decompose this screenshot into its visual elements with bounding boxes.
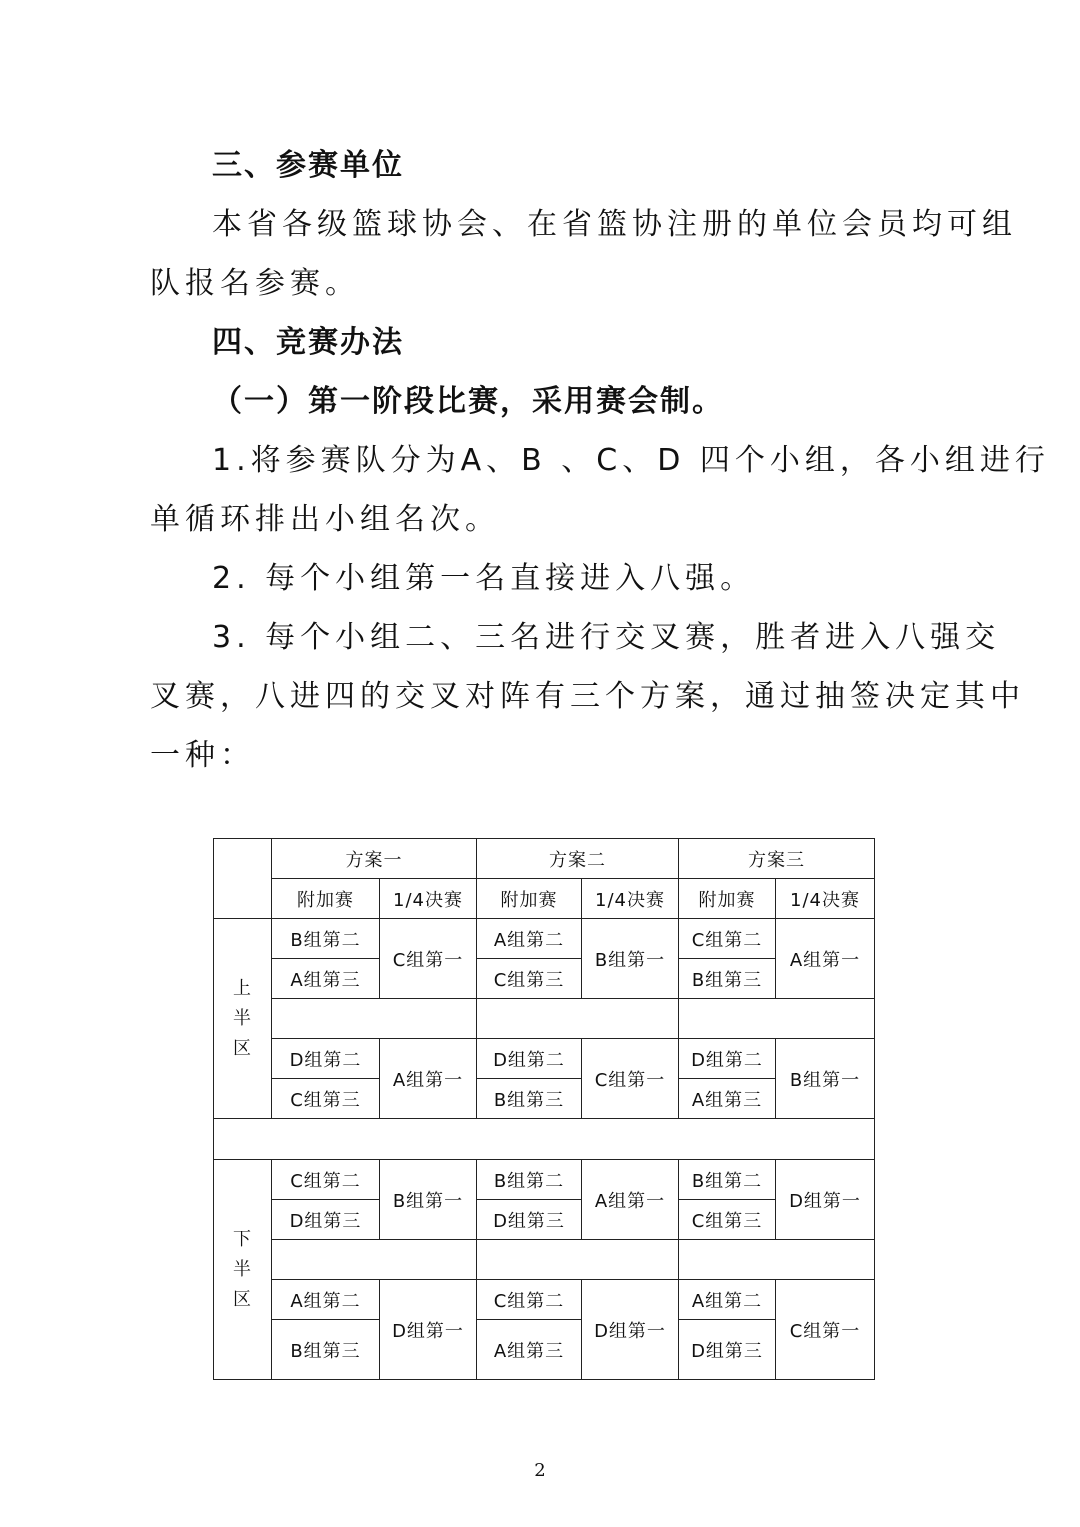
playoff-team: B组第三 bbox=[477, 1079, 582, 1119]
quarter-team: C组第一 bbox=[776, 1280, 875, 1380]
paragraph-participants-line1: 本省各级篮球协会、在省篮协注册的单位会员均可组 bbox=[212, 207, 1017, 242]
playoff-team: D组第三 bbox=[477, 1200, 582, 1240]
table-row bbox=[214, 919, 875, 959]
playoff-team: C组第二 bbox=[272, 1160, 380, 1200]
quarter-team: B组第一 bbox=[582, 919, 679, 999]
spacer-row bbox=[214, 999, 875, 1039]
plan-2-header: 方案二 bbox=[477, 839, 679, 879]
item3-line3: 一种： bbox=[150, 738, 255, 773]
playoff-team: B组第三 bbox=[272, 1320, 380, 1380]
playoff-team: D组第二 bbox=[679, 1039, 776, 1079]
playoff-team: B组第三 bbox=[679, 959, 776, 999]
quarter-team: B组第一 bbox=[776, 1039, 875, 1119]
page-number: 2 bbox=[534, 1460, 546, 1481]
playoff-header: 附加赛 bbox=[679, 879, 776, 919]
item1-line2: 单循环排出小组名次。 bbox=[150, 502, 500, 537]
quarter-team: D组第一 bbox=[582, 1280, 679, 1380]
playoff-team: C组第三 bbox=[272, 1079, 380, 1119]
spacer-cell bbox=[272, 999, 477, 1039]
spacer-cell bbox=[477, 999, 679, 1039]
playoff-team: D组第二 bbox=[272, 1039, 380, 1079]
playoff-team: A组第二 bbox=[477, 919, 582, 959]
item2: 2. 每个小组第一名直接进入八强。 bbox=[212, 561, 756, 596]
table-row bbox=[214, 1200, 875, 1240]
playoff-team: C组第二 bbox=[679, 919, 776, 959]
spacer-cell bbox=[679, 999, 875, 1039]
item3-line1: 3. 每个小组二、三名进行交叉赛，胜者进入八强交 bbox=[212, 620, 1001, 655]
table-row bbox=[214, 959, 875, 999]
table-row bbox=[214, 1320, 875, 1380]
playoff-team: B组第二 bbox=[272, 919, 380, 959]
half-separator-row bbox=[214, 1119, 875, 1160]
playoff-team: A组第三 bbox=[679, 1079, 776, 1119]
table-row bbox=[214, 1280, 875, 1320]
playoff-team: C组第二 bbox=[477, 1280, 582, 1320]
quarter-team: C组第一 bbox=[380, 919, 477, 999]
quarter-team: A组第一 bbox=[380, 1039, 477, 1119]
quarter-header: 1/4决赛 bbox=[582, 879, 679, 919]
playoff-team: D组第三 bbox=[679, 1320, 776, 1380]
table-row bbox=[214, 1160, 875, 1200]
item1-line1: 1.将参赛队分为A、B 、C、D 四个小组，各小组进行 bbox=[212, 443, 1050, 478]
quarter-header: 1/4决赛 bbox=[776, 879, 875, 919]
playoff-team: C组第三 bbox=[477, 959, 582, 999]
plan-3-header: 方案三 bbox=[679, 839, 875, 879]
half-separator-cell bbox=[214, 1119, 875, 1160]
playoff-team: B组第二 bbox=[477, 1160, 582, 1200]
table-row bbox=[214, 1039, 875, 1079]
playoff-team: B组第二 bbox=[679, 1160, 776, 1200]
playoff-team: D组第二 bbox=[477, 1039, 582, 1079]
playoff-header: 附加赛 bbox=[477, 879, 582, 919]
quarter-team: A组第一 bbox=[776, 919, 875, 999]
heading-participants: 三、参赛单位 bbox=[212, 148, 404, 183]
spacer-cell bbox=[272, 1240, 477, 1280]
playoff-header: 附加赛 bbox=[272, 879, 380, 919]
paragraph-participants-line2: 队报名参赛。 bbox=[150, 266, 360, 301]
subheading-stage-one: （一）第一阶段比赛，采用赛会制。 bbox=[212, 384, 724, 419]
plan-1-header: 方案一 bbox=[272, 839, 477, 879]
playoff-team: A组第二 bbox=[272, 1280, 380, 1320]
spacer-cell bbox=[477, 1240, 679, 1280]
sub-header-row bbox=[214, 879, 875, 919]
quarter-team: D组第一 bbox=[776, 1160, 875, 1240]
playoff-team: A组第三 bbox=[477, 1320, 582, 1380]
quarter-team: C组第一 bbox=[582, 1039, 679, 1119]
bracket-table bbox=[213, 838, 875, 1380]
lower-half-label: 下 半 区 bbox=[214, 1160, 272, 1380]
heading-competition-method: 四、竞赛办法 bbox=[212, 325, 404, 360]
plan-header-row bbox=[214, 839, 875, 879]
playoff-team: C组第三 bbox=[679, 1200, 776, 1240]
playoff-team: D组第三 bbox=[272, 1200, 380, 1240]
quarter-header: 1/4决赛 bbox=[380, 879, 477, 919]
quarter-team: B组第一 bbox=[380, 1160, 477, 1240]
corner-cell bbox=[214, 839, 272, 919]
table-row bbox=[214, 1079, 875, 1119]
item3-line2: 叉赛，八进四的交叉对阵有三个方案，通过抽签决定其中 bbox=[150, 679, 1025, 714]
playoff-team: A组第三 bbox=[272, 959, 380, 999]
playoff-team: A组第二 bbox=[679, 1280, 776, 1320]
spacer-row bbox=[214, 1240, 875, 1280]
quarter-team: D组第一 bbox=[380, 1280, 477, 1380]
spacer-cell bbox=[679, 1240, 875, 1280]
upper-half-label: 上 半 区 bbox=[214, 919, 272, 1119]
quarter-team: A组第一 bbox=[582, 1160, 679, 1240]
